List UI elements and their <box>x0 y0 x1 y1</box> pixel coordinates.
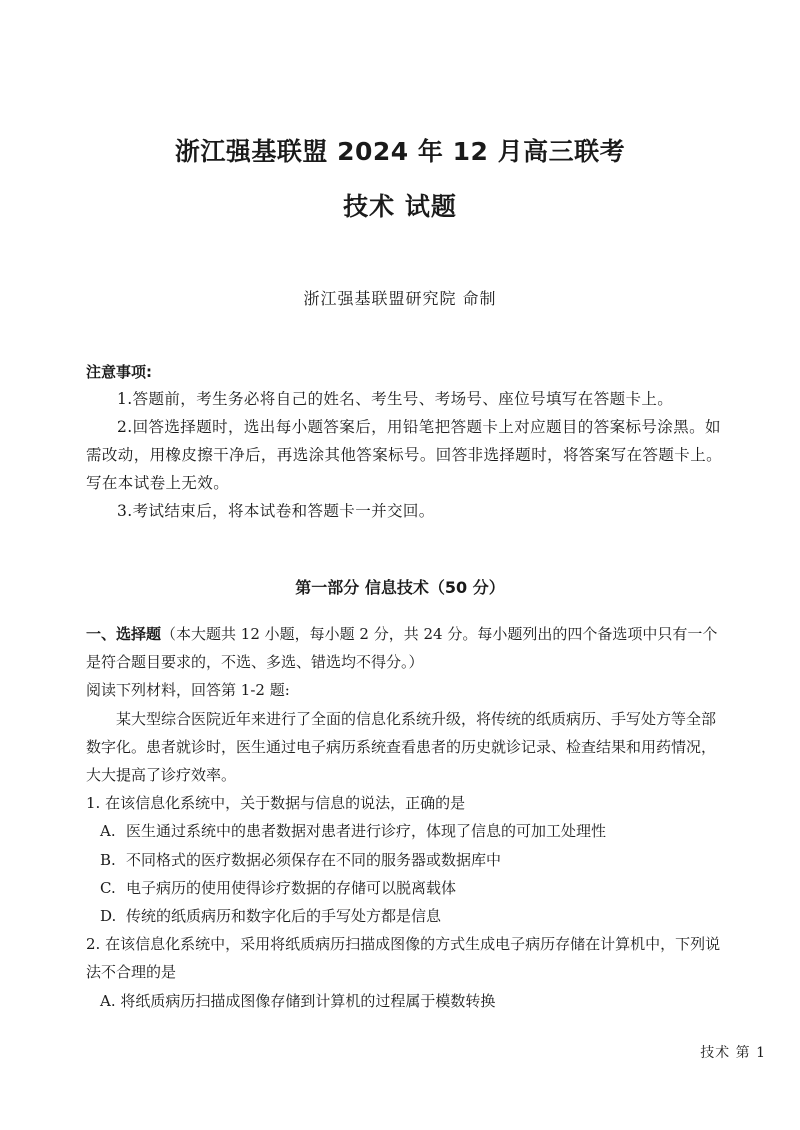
page-footer: 技术 第 1 <box>700 1045 766 1061</box>
part-intro <box>86 620 726 676</box>
exam-title: 浙江强基联盟 2024 年 12 月高三联考 <box>174 137 626 166</box>
exam-subtitle: 技术 试题 <box>343 192 457 221</box>
option-letter: D. <box>100 907 117 926</box>
option-text: 传统的纸质病历和数字化后的手写处方都是信息 <box>126 907 442 926</box>
option-letter: C. <box>100 878 116 897</box>
question-2-option-a: A. 将纸质病历扫描成图像存储到计算机的过程属于模数转换 <box>100 991 496 1010</box>
reading-prompt: 阅读下列材料，回答第 1-2 题: <box>86 681 290 700</box>
notice-body <box>86 385 726 525</box>
question-2-stem: 2. 在该信息化系统中，采用将纸质病历扫描成图像的方式生成电子病历存储在计算机中，下列说法不合理的是 <box>86 935 721 982</box>
producer-line: 浙江强基联盟研究院 命制 <box>303 289 497 308</box>
part-heading: 一、选择题 <box>86 625 162 643</box>
notice-item-1: 1.答题前，考生务必将自己的姓名、考生号、考场号、座位号填写在答题卡上。 <box>117 390 674 408</box>
option-letter: B. <box>100 850 116 869</box>
notice-heading: 注意事项: <box>86 363 152 381</box>
notice-item-2: 2.回答选择题时，选出每小题答案后，用铅笔把答题卡上对应题目的答案标号涂黑。如需改动，用橡皮擦干净后，再选涂其他答案标号。回答非选择题时，将答案写在答题卡上。写在本试卷上无效。 <box>86 418 723 492</box>
notice-item-3: 3.考试结束后，将本试卷和答题卡一并交回。 <box>117 502 435 520</box>
option-text: 电子病历的使用使得诊疗数据的存储可以脱离载体 <box>126 878 457 897</box>
question-1-option-b <box>86 846 726 874</box>
question-1-option-d <box>86 902 726 930</box>
question-block <box>86 620 726 1015</box>
option-text: 不同格式的医疗数据必须保存在不同的服务器或数据库中 <box>126 850 502 869</box>
part-instructions: （本大题共 12 小题，每小题 2 分，共 24 分。每小题列出的四个备选项中只有一个是符合题目要求的，不选、多选、错选均不得分。） <box>86 625 718 672</box>
question-1-option-a <box>86 817 726 845</box>
section-title: 第一部分 信息技术（50 分） <box>295 578 505 597</box>
option-text: 医生通过系统中的患者数据对患者进行诊疗，体现了信息的可加工处理性 <box>126 822 607 841</box>
question-1-stem: 1. 在该信息化系统中，关于数据与信息的说法，正确的是 <box>86 794 466 813</box>
option-letter: A. <box>100 822 116 841</box>
question-1-option-c <box>86 874 726 902</box>
reading-material: 某大型综合医院近年来进行了全面的信息化系统升级，将传统的纸质病历、手写处方等全部数字化。患者就诊时，医生通过电子病历系统查看患者的历史就诊记录、检查结果和用药情况，大大提高了诊疗效率。 <box>86 709 717 785</box>
